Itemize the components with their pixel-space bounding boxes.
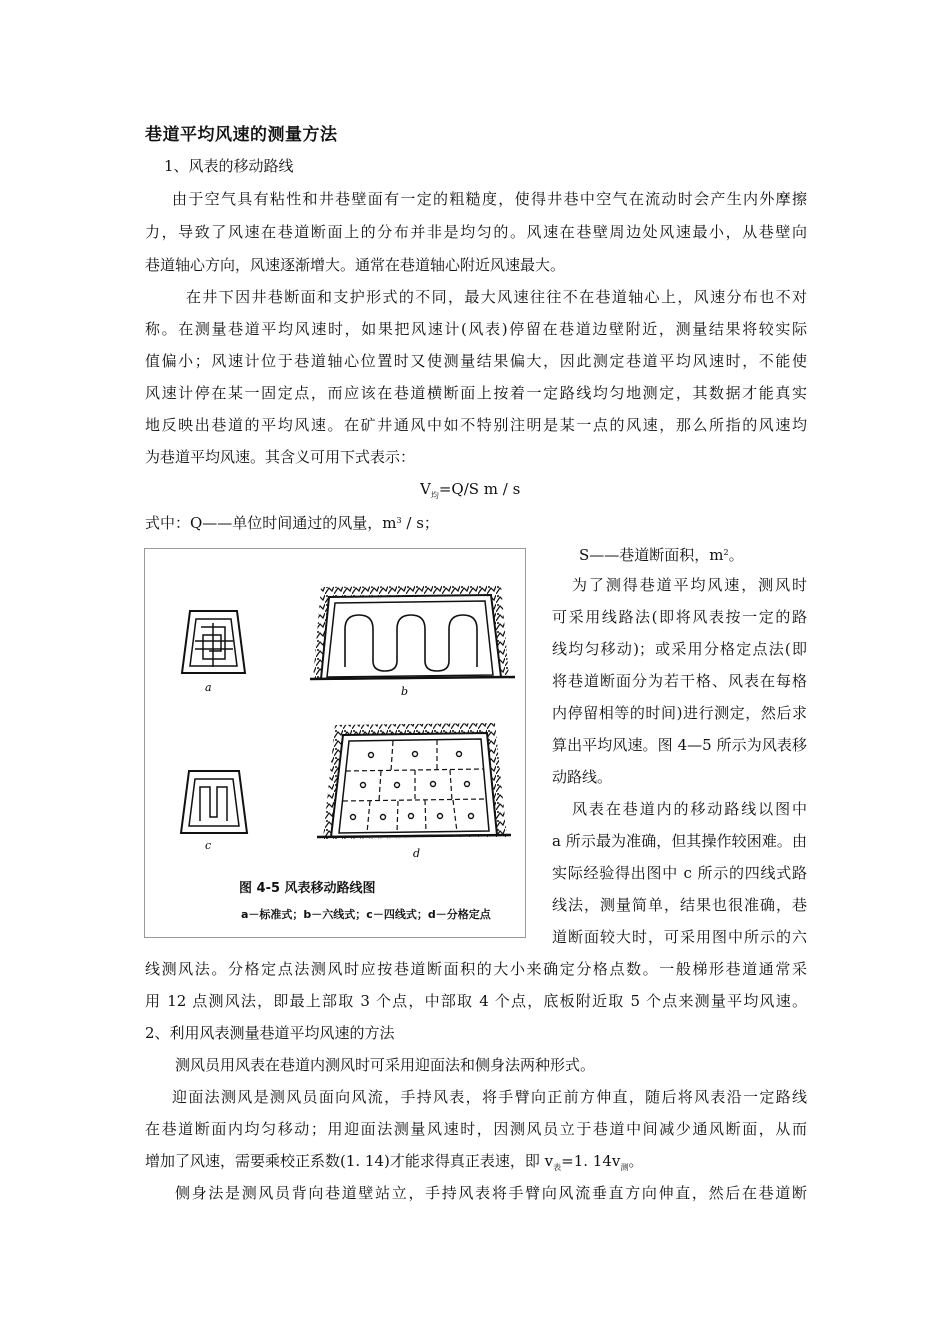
paragraph-4-line: 线测风法。分格定点法测风时应按巷道断面积的大小来确定分格点数。一般梯形巷道通常采 bbox=[145, 960, 807, 978]
formula-where-s: S——巷道断面积，$m^2$。 bbox=[579, 546, 744, 564]
label-a: a bbox=[205, 681, 212, 694]
figure-legend: a－标准式；b－六线式；c－四线式；d－分格定点 bbox=[241, 908, 491, 921]
paragraph-2-line: 风速计停在某一固定点，而应该在巷道横断面上按着一定路线均匀地测定，其数据才能真实 bbox=[145, 384, 807, 402]
diagram-a-standard bbox=[182, 611, 245, 673]
paragraph-6-line: 迎面法测风是测风员面向风流，手持风表，将手臂向正前方伸直，随后将风表沿一定路线 bbox=[172, 1088, 807, 1106]
paragraph-6-line: 在巷道断面内均匀移动；用迎面法测量风速时，因测风员立于巷道中间减少通风断面，从而 bbox=[145, 1120, 807, 1138]
paragraph-3-line: 将巷道断面分为若干格、风表在每格 bbox=[552, 672, 807, 690]
paragraph-7-line: 侧身法是测风员背向巷道壁站立，手持风表将手臂向风流垂直方向伸直，然后在巷道断 bbox=[175, 1184, 807, 1202]
paragraph-6-line: 增加了风速，需要乘校正系数(1. 14)才能求得真正表速，即 $v_表=1$. $14v_测$。 bbox=[145, 1152, 644, 1172]
diagram-b-six-line bbox=[310, 585, 515, 679]
section-2-heading: 2、利用风表测量巷道平均风速的方法 bbox=[145, 1024, 395, 1042]
diagram-d-grid bbox=[317, 723, 511, 839]
paragraph-4-line: a 所示最为准确，但其操作较困难。由 bbox=[552, 832, 807, 850]
formula: $V_均=Q/S$ m / s bbox=[420, 480, 521, 500]
paragraph-5: 测风员用风表在巷道内测风时可采用迎面法和侧身法两种形式。 bbox=[175, 1056, 596, 1074]
section-1-heading: 1、风表的移动路线 bbox=[164, 157, 294, 175]
paragraph-3-line: 线均匀移动)；或采用分格定点法(即 bbox=[552, 640, 807, 658]
paragraph-2-line: 称。在测量巷道平均风速时，如果把风速计(风表)停留在巷道边壁附近，测量结果将较实际 bbox=[145, 320, 807, 338]
paragraph-3-line: 可采用线路法(即将风表按一定的路 bbox=[552, 608, 807, 626]
paragraph-4-line: 实际经验得出图中 c 所示的四线式路 bbox=[552, 864, 807, 882]
paragraph-1-line: 巷道轴心方向，风速逐渐增大。通常在巷道轴心附近风速最大。 bbox=[145, 256, 566, 274]
page-title: 巷道平均风速的测量方法 bbox=[145, 125, 338, 145]
diagram-c-four-line bbox=[181, 771, 247, 833]
label-d: d bbox=[413, 847, 421, 860]
figure-caption: 图 4-5 风表移动路线图 bbox=[239, 881, 376, 896]
paragraph-1-line: 力，导致了风速在巷道断面上的分布并非是均匀的。风速在巷壁周边处风速最小，从巷壁向 bbox=[145, 223, 807, 241]
paragraph-3-line: 为了测得巷道平均风速，测风时 bbox=[572, 576, 807, 594]
paragraph-3-line: 算出平均风速。图 4—5 所示为风表移 bbox=[552, 736, 807, 754]
paragraph-2-line: 地反映出巷道的平均风速。在矿井通风中如不特别注明是某一点的风速，那么所指的风速均 bbox=[145, 416, 807, 434]
paragraph-4-line: 用 12 点测风法，即最上部取 3 个点，中部取 4 个点，底板附近取 5 个点来测量平均风速。 bbox=[145, 992, 807, 1010]
paragraph-4-line: 线法，测量简单，结果也很准确，巷 bbox=[552, 896, 807, 914]
label-c: c bbox=[205, 839, 212, 852]
paragraph-4-line: 道断面较大时，可采用图中所示的六 bbox=[552, 928, 807, 946]
paragraph-3-line: 内停留相等的时间)进行测定，然后求 bbox=[552, 704, 807, 722]
figure-4-5 bbox=[144, 548, 526, 938]
paragraph-2-line: 值偏小；风速计位于巷道轴心位置时又使测量结果偏大，因此测定巷道平均风速时，不能使 bbox=[145, 352, 807, 370]
paragraph-1-line: 由于空气具有粘性和井巷壁面有一定的粗糙度，使得井巷中空气在流动时会产生内外摩擦 bbox=[172, 190, 807, 208]
paragraph-2-line: 为巷道平均风速。其含义可用下式表示： bbox=[145, 448, 416, 466]
paragraph-4-line: 风表在巷道内的移动路线以图中 bbox=[572, 800, 807, 818]
paragraph-3-line: 动路线。 bbox=[552, 768, 613, 786]
label-b: b bbox=[401, 685, 409, 698]
formula-where-q: 式中：Q——单位时间通过的风量，$m^3$ / s； bbox=[145, 514, 439, 532]
paragraph-2-line: 在井下因井巷断面和支护形式的不同，最大风速往往不在巷道轴心上，风速分布也不对 bbox=[186, 288, 807, 306]
